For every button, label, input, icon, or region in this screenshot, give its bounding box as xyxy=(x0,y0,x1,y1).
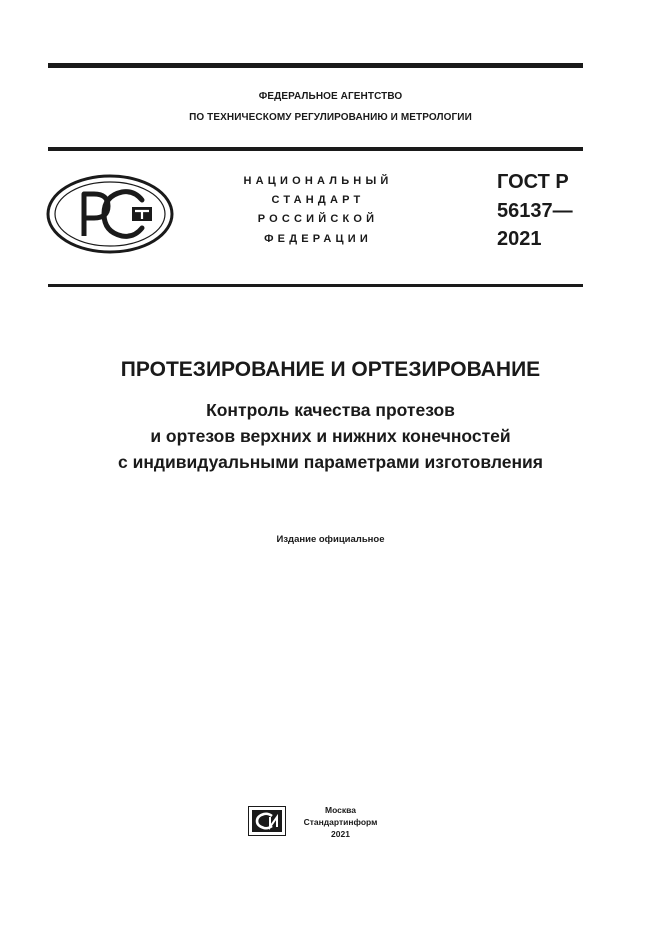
gost-r-logo-icon xyxy=(46,174,174,254)
designation-rule xyxy=(48,284,583,287)
gost-designation-line-1: ГОСТ Р xyxy=(497,171,569,193)
standard-type-line-1: НАЦИОНАЛЬНЫЙ xyxy=(243,175,393,187)
standartinform-logo-icon xyxy=(248,806,286,836)
document-title: ПРОТЕЗИРОВАНИЕ И ОРТЕЗИРОВАНИЕ xyxy=(120,358,541,381)
top-rule xyxy=(48,63,583,68)
subtitle-line-1: Контроль качества протезов xyxy=(206,400,455,420)
edition-note: Издание официальное xyxy=(276,534,385,545)
publisher-year: 2021 xyxy=(331,829,350,839)
subtitle-line-2: и ортезов верхних и нижних конечностей xyxy=(150,426,511,446)
agency-line-1: ФЕДЕРАЛЬНОЕ АГЕНТСТВО xyxy=(258,91,403,102)
publisher-name: Стандартинформ xyxy=(303,817,378,827)
publisher-city: Москва xyxy=(325,805,356,815)
standard-type-line-2: СТАНДАРТ xyxy=(271,194,365,206)
agency-line-2: ПО ТЕХНИЧЕСКОМУ РЕГУЛИРОВАНИЮ И МЕТРОЛОГИИ xyxy=(189,112,472,123)
standard-type-line-4: ФЕДЕРАЦИИ xyxy=(264,233,372,245)
standard-type-line-3: РОССИЙСКОЙ xyxy=(257,213,379,225)
subtitle-line-3: с индивидуальными параметрами изготовления xyxy=(117,452,544,472)
header-rule xyxy=(48,147,583,151)
gost-designation-line-2: 56137— xyxy=(497,200,573,222)
gost-designation-line-3: 2021 xyxy=(497,228,542,250)
